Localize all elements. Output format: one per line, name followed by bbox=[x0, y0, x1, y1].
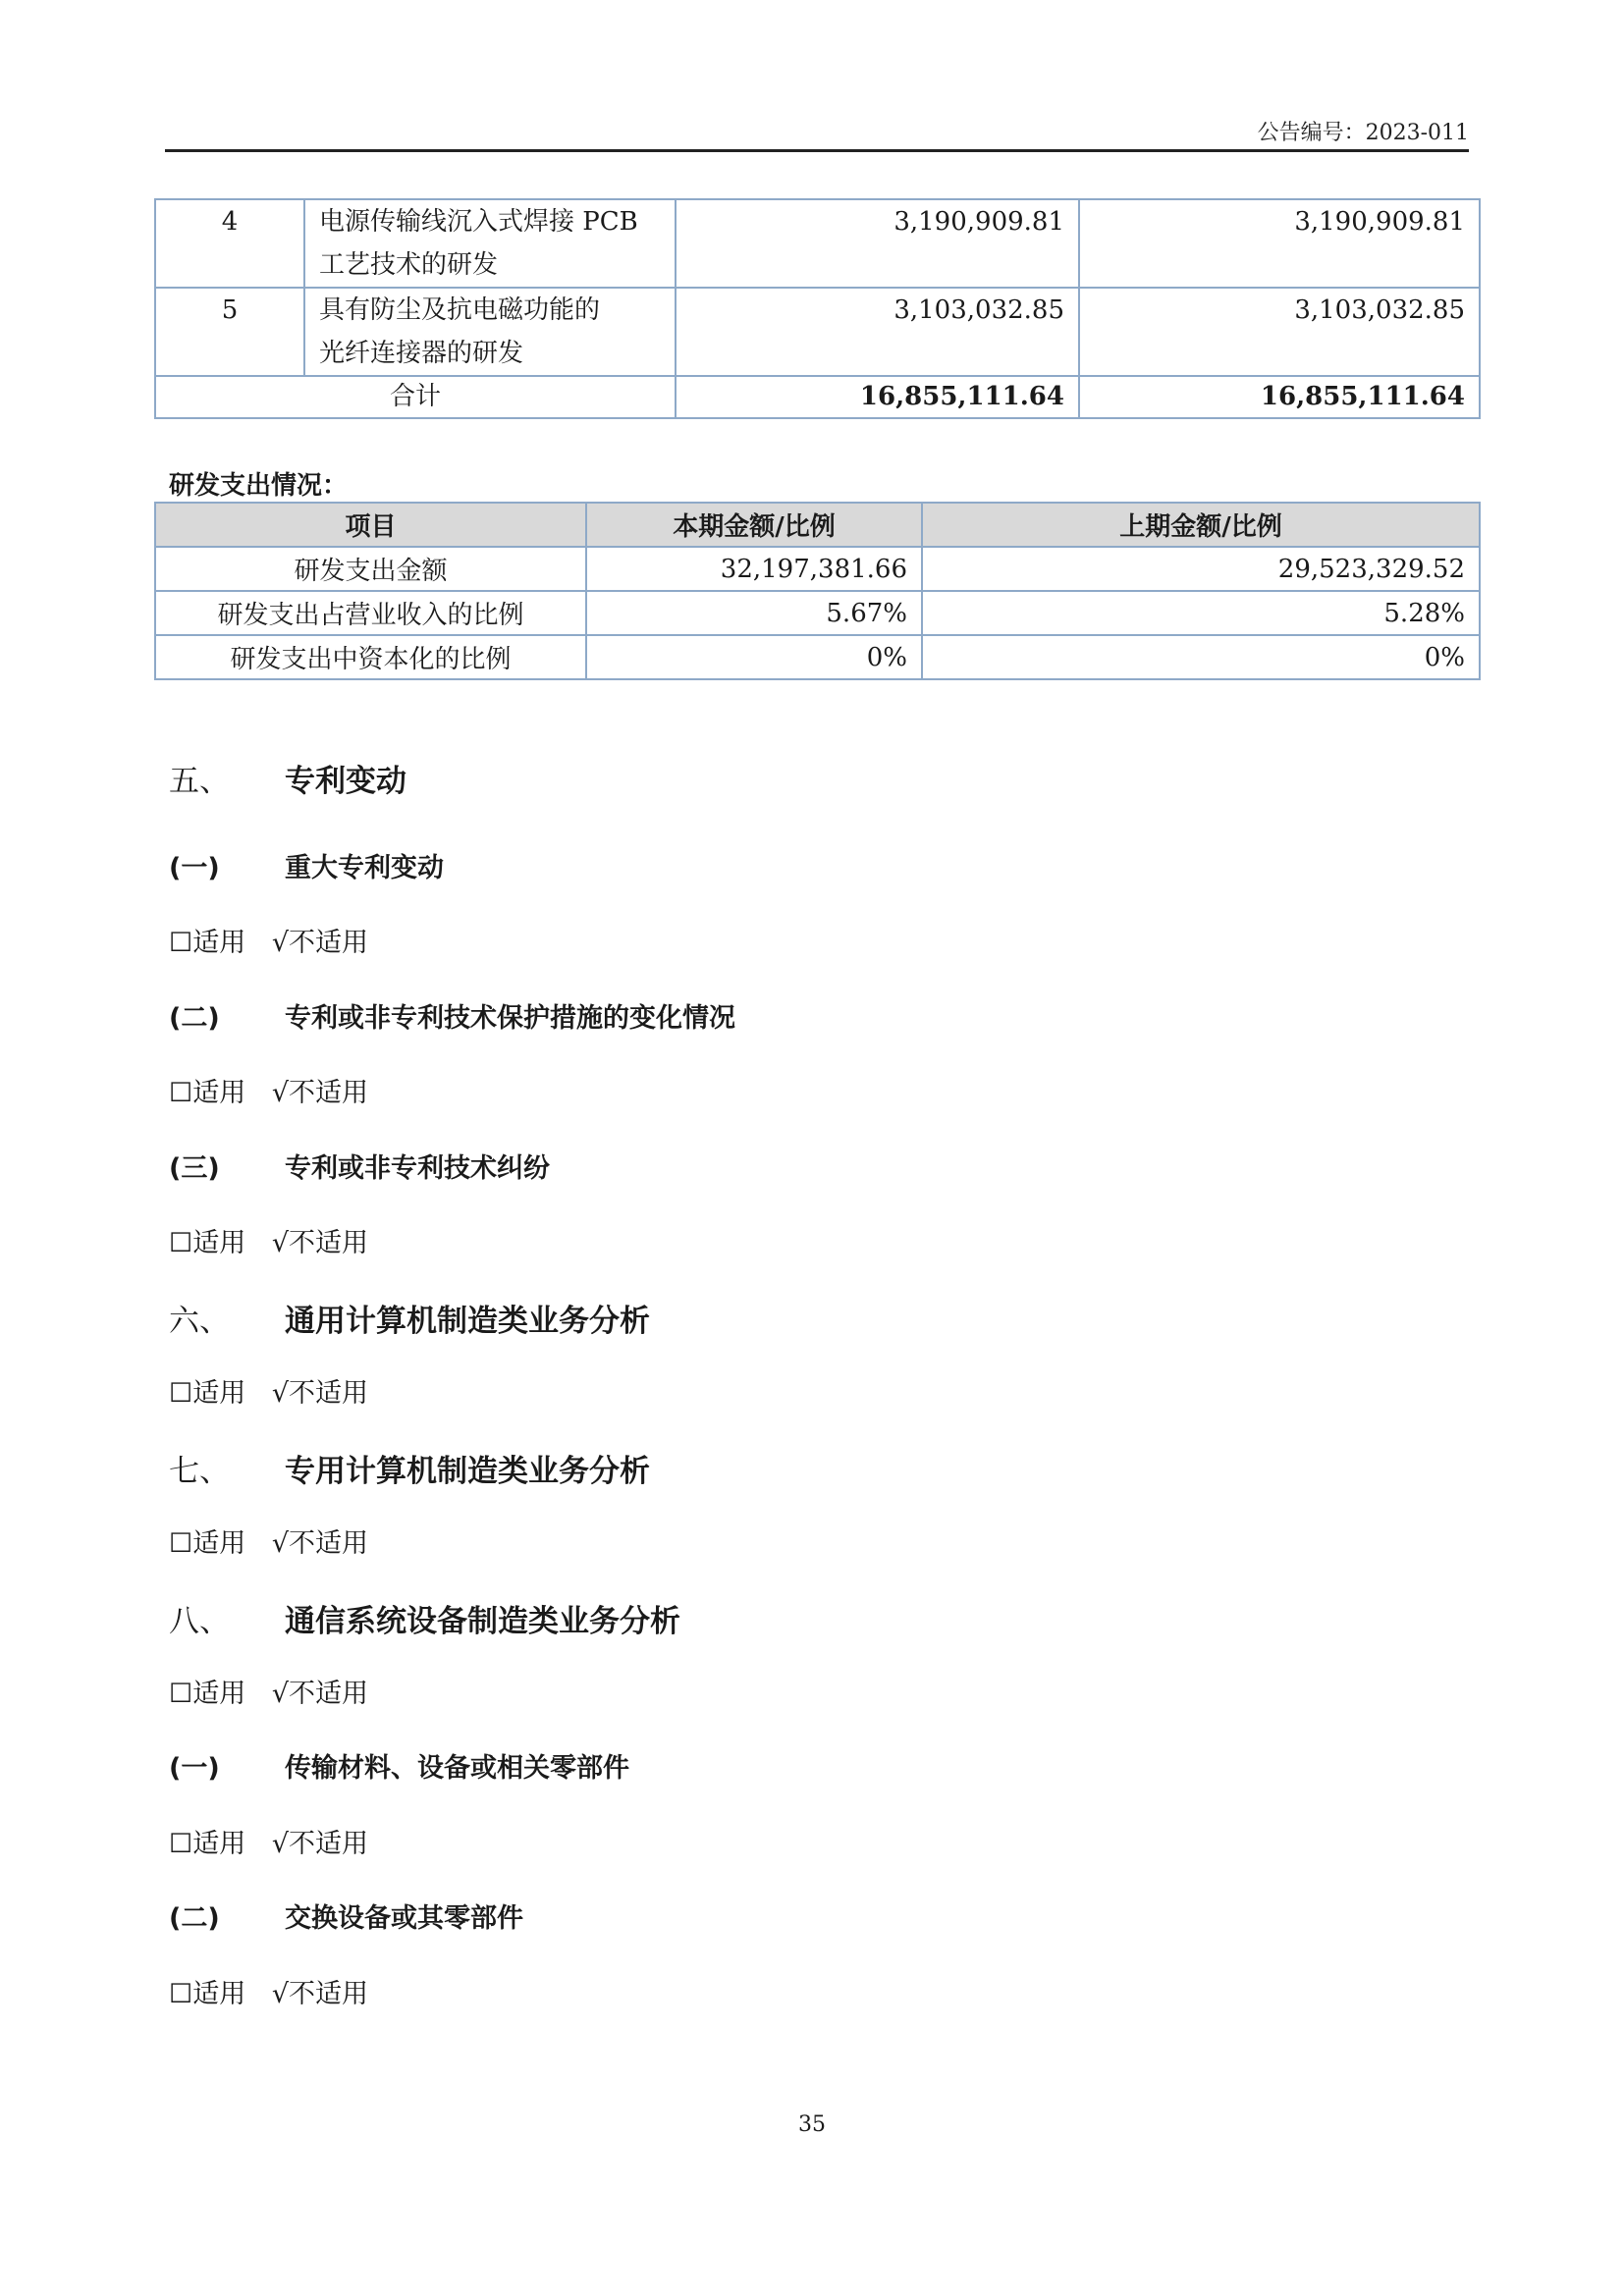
table-row bbox=[155, 547, 1480, 591]
subsection-number: (一) bbox=[169, 1753, 220, 1784]
check-not-applicable: √不适用 bbox=[271, 1228, 369, 1258]
subsection-title: 专利或非专利技术纠纷 bbox=[285, 1153, 550, 1184]
subsection-title: 重大专利变动 bbox=[285, 853, 444, 883]
rd-current-value: 32,197,381.66 bbox=[586, 547, 922, 591]
page-number: 35 bbox=[798, 2112, 826, 2137]
table-row bbox=[155, 591, 1480, 635]
total-current-amount: 16,855,111.64 bbox=[676, 376, 1079, 418]
check-not-applicable: √不适用 bbox=[271, 1078, 369, 1108]
subsection-heading bbox=[169, 846, 444, 884]
applicability-option bbox=[169, 921, 368, 959]
rd-previous-value: 29,523,329.52 bbox=[922, 547, 1480, 591]
checkbox-applicable: ☐适用 bbox=[169, 1829, 246, 1859]
project-index: 5 bbox=[155, 288, 304, 376]
rd-previous-value: 5.28% bbox=[922, 591, 1480, 635]
section-title: 专用计算机制造类业务分析 bbox=[285, 1454, 650, 1489]
applicability-option bbox=[169, 1221, 368, 1259]
checkbox-applicable: ☐适用 bbox=[169, 1679, 246, 1709]
subsection-heading bbox=[169, 1896, 523, 1935]
project-name-line: 具有防尘及抗电磁功能的 bbox=[319, 295, 601, 325]
table-row bbox=[155, 288, 1480, 376]
section-number: 七、 bbox=[169, 1454, 230, 1489]
section-number: 五、 bbox=[169, 764, 230, 799]
subsection-title: 交换设备或其零部件 bbox=[285, 1903, 523, 1934]
header-divider bbox=[165, 149, 1469, 152]
section-number: 八、 bbox=[169, 1604, 230, 1639]
rd-expense-title: 研发支出情况： bbox=[169, 471, 349, 501]
table-header-row bbox=[155, 503, 1480, 547]
rd-item: 研发支出中资本化的比例 bbox=[155, 635, 586, 679]
applicability-option bbox=[169, 1522, 368, 1560]
column-header: 项目 bbox=[155, 503, 586, 547]
project-name bbox=[304, 199, 676, 288]
checkbox-applicable: ☐适用 bbox=[169, 928, 246, 958]
section-heading bbox=[169, 1446, 650, 1490]
section-number: 六、 bbox=[169, 1304, 230, 1339]
document-number: 公告编号：2023-011 bbox=[1257, 121, 1469, 145]
project-current-amount: 3,190,909.81 bbox=[676, 199, 1079, 288]
subsection-number: (二) bbox=[169, 1903, 220, 1934]
subsection-title: 专利或非专利技术保护措施的变化情况 bbox=[285, 1003, 735, 1034]
check-not-applicable: √不适用 bbox=[271, 1679, 369, 1709]
subsection-heading bbox=[169, 996, 735, 1035]
table-row bbox=[155, 635, 1480, 679]
section-heading bbox=[169, 1596, 680, 1640]
project-name bbox=[304, 288, 676, 376]
applicability-option bbox=[169, 1071, 368, 1109]
rd-projects-table bbox=[154, 198, 1481, 419]
total-cumulative-amount: 16,855,111.64 bbox=[1079, 376, 1480, 418]
rd-current-value: 0% bbox=[586, 635, 922, 679]
applicability-option bbox=[169, 1822, 368, 1860]
rd-item: 研发支出占营业收入的比例 bbox=[155, 591, 586, 635]
check-not-applicable: √不适用 bbox=[271, 1378, 369, 1409]
subsection-number: (二) bbox=[169, 1003, 220, 1034]
column-header: 上期金额/比例 bbox=[922, 503, 1480, 547]
rd-item: 研发支出金额 bbox=[155, 547, 586, 591]
subsection-number: (三) bbox=[169, 1153, 220, 1184]
check-not-applicable: √不适用 bbox=[271, 1829, 369, 1859]
project-cumulative-amount: 3,103,032.85 bbox=[1079, 288, 1480, 376]
project-index: 4 bbox=[155, 199, 304, 288]
check-not-applicable: √不适用 bbox=[271, 928, 369, 958]
rd-expense-table bbox=[154, 502, 1481, 680]
project-name-line: 光纤连接器的研发 bbox=[319, 339, 524, 368]
project-name-line: 工艺技术的研发 bbox=[319, 250, 499, 280]
table-row bbox=[155, 199, 1480, 288]
subsection-title: 传输材料、设备或相关零部件 bbox=[285, 1753, 629, 1784]
section-title: 通用计算机制造类业务分析 bbox=[285, 1304, 650, 1339]
section-title: 专利变动 bbox=[285, 764, 406, 799]
section-heading bbox=[169, 1296, 650, 1340]
applicability-option bbox=[169, 1371, 368, 1410]
project-cumulative-amount: 3,190,909.81 bbox=[1079, 199, 1480, 288]
checkbox-applicable: ☐适用 bbox=[169, 1528, 246, 1559]
check-not-applicable: √不适用 bbox=[271, 1528, 369, 1559]
applicability-option bbox=[169, 1972, 368, 2010]
checkbox-applicable: ☐适用 bbox=[169, 1378, 246, 1409]
project-name-line: 电源传输线沉入式焊接 PCB bbox=[319, 207, 638, 237]
checkbox-applicable: ☐适用 bbox=[169, 1979, 246, 2009]
checkbox-applicable: ☐适用 bbox=[169, 1228, 246, 1258]
total-label: 合计 bbox=[155, 376, 676, 418]
subsection-heading bbox=[169, 1746, 629, 1785]
section-heading bbox=[169, 756, 406, 800]
section-title: 通信系统设备制造类业务分析 bbox=[285, 1604, 680, 1639]
rd-previous-value: 0% bbox=[922, 635, 1480, 679]
rd-current-value: 5.67% bbox=[586, 591, 922, 635]
subsection-heading bbox=[169, 1147, 550, 1185]
checkbox-applicable: ☐适用 bbox=[169, 1078, 246, 1108]
project-current-amount: 3,103,032.85 bbox=[676, 288, 1079, 376]
applicability-option bbox=[169, 1672, 368, 1710]
table-total-row bbox=[155, 376, 1480, 418]
subsection-number: (一) bbox=[169, 853, 220, 883]
check-not-applicable: √不适用 bbox=[271, 1979, 369, 2009]
column-header: 本期金额/比例 bbox=[586, 503, 922, 547]
